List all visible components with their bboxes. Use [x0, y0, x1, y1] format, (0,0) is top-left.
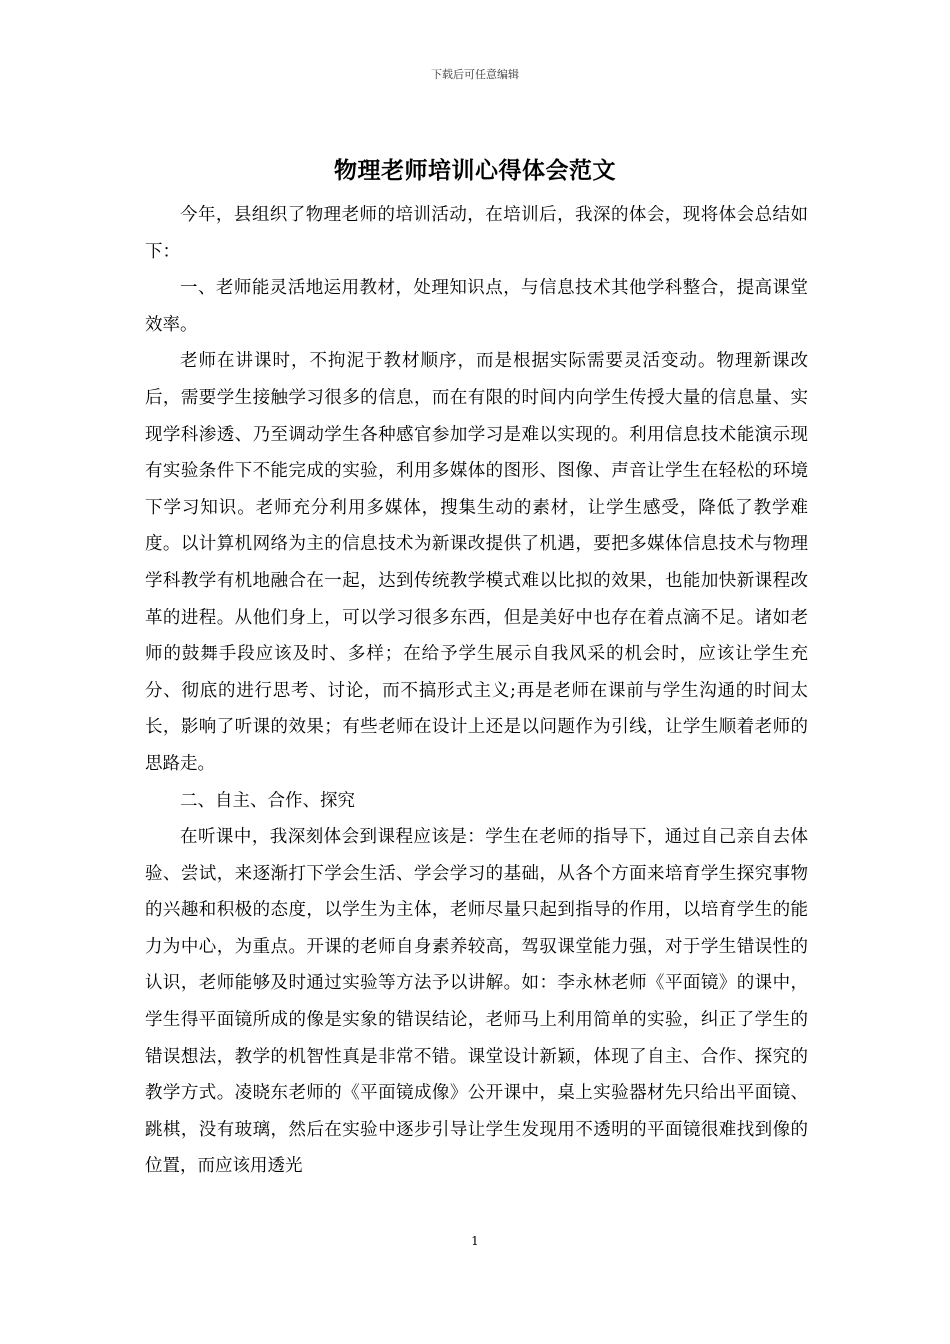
header-note: 下载后可任意编辑	[431, 68, 519, 81]
paragraph: 在听课中，我深刻体会到课程应该是：学生在老师的指导下，通过自己亲自去体验、尝试，来逐渐打下学会生活、学会学习的基础，从各个方面来培育学生探究事物的兴趣和积极的态度，以学生为主体，老师尽量只起到指导的作用，以培育学生的能力为中心，为重点。开课的老师自身素养较高，驾驭课堂能力强，对于学生错误性的认识，老师能够及时通过实验等方法予以讲解。如：李永林老师《平面镜》的课中，学生得平面镜所成的像是实象的错误结论，老师马上利用简单的实验，纠正了学生的错误想法，教学的机智性真是非常不错。课堂设计新颖，体现了自主、合作、探究的教学方式。凌晓东老师的《平面镜成像》公开课中，桌上实验器材先只给出平面镜、跳棋，没有玻璃，然后在实验中逐步引导让学生发现用不透明的平面镜很难找到像的位置，而应该用透光	[145, 827, 808, 1177]
document-body	[145, 197, 808, 1185]
page-number: 1	[471, 1234, 479, 1248]
section-heading: 二、自主、合作、探究	[180, 790, 355, 811]
paragraph: 老师在讲课时，不拘泥于教材顺序，而是根据实际需要灵活变动。物理新课改后，需要学生接触学习很多的信息，而在有限的时间内向学生传授大量的信息量、实现学科渗透、乃至调动学生各种感官参加学习是难以实现的。利用信息技术能演示现有实验条件下不能完成的实验，利用多媒体的图形、图像、声音让学生在轻松的环境下学习知识。老师充分利用多媒体，搜集生动的素材，让学生感受，降低了教学难度。以计算机网络为主的信息技术为新课改提供了机遇，要把多媒体信息技术与物理学科教学有机地融合在一起，达到传统教学模式难以比拟的效果，也能加快新课程改革的进程。从他们身上，可以学习很多东西，但是美好中也存在着点滴不足。诸如老师的鼓舞手段应该及时、多样；在给予学生展示自我风采的机会时，应该让学生充分、彻底的进行思考、讨论，而不搞形式主义;再是老师在课前与学生沟通的时间太长，影响了听课的效果；有些老师在设计上还是以问题作为引线，让学生顺着老师的思路走。	[145, 351, 808, 774]
paragraph: 今年，县组织了物理老师的培训活动，在培训后，我深的体会，现将体会总结如下：	[145, 205, 808, 262]
paragraph: 一、老师能灵活地运用教材，处理知识点，与信息技术其他学科整合，提高课堂效率。	[145, 278, 808, 335]
document-title: 物理老师培训心得体会范文	[334, 157, 616, 184]
